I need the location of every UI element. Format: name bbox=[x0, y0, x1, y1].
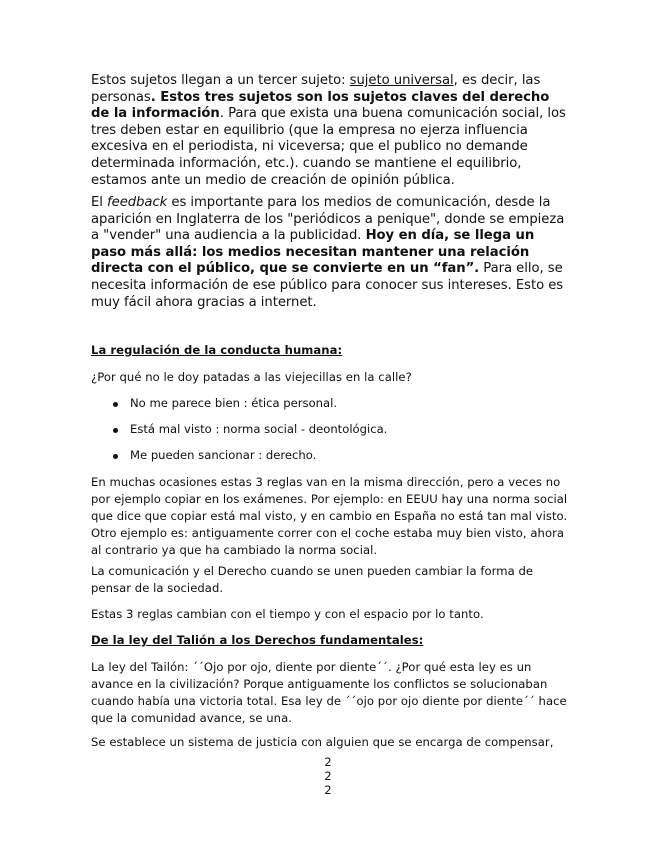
text: El bbox=[91, 195, 108, 210]
bold-statement: Estos tres sujetos son los sujetos claves del derecho de la información bbox=[91, 89, 550, 122]
paragraph-reglas: En muchas ocasiones estas 3 reglas van en la misma dirección, pero a veces no por ejemplo copiar en los exámenes. Por ejemplo: en EEUU hay una norma social que dice que copiar está mal visto, y en cambio en España no está tan mal visto. Otro ejemplo es: antiguamente correr con el coche estaba muy bien visto, ahora al contrario ya que ha cambiado la norma social. bbox=[91, 475, 568, 557]
page-number: 2 bbox=[324, 755, 332, 769]
list-item-text: No me parece bien : ética personal. bbox=[130, 396, 338, 410]
bold-statement: Hoy en día, se llega un paso más allá: los medios necesitan mantener una relación directa con el público, que se convierte en un “fan”. bbox=[91, 228, 535, 277]
bullet-icon bbox=[113, 428, 118, 433]
paragraph-ley-talion: La ley del Tailón: ´´Ojo por ojo, diente por diente´´. ¿Por qué esta ley es un avance en la civilización? Porque antiguamente los conflictos se solucionaban cuando había una victoria total. Esa ley de ´´ojo por ojo diente por diente´´ hace que la comunidad avance, se una. bbox=[91, 660, 567, 725]
list-item bbox=[113, 447, 387, 473]
list-item bbox=[113, 395, 387, 421]
bullet-icon bbox=[113, 454, 118, 459]
paragraph-justicia: Se establece un sistema de justicia con alguien que se encarga de compensar, bbox=[91, 735, 554, 749]
underlined-term: sujeto universal bbox=[349, 73, 454, 88]
question-text: ¿Por qué no le doy patadas a las viejecillas en la calle? bbox=[91, 370, 412, 384]
list-item-text: Está mal visto : norma social - deontológica. bbox=[130, 422, 388, 436]
page-number: 2 bbox=[324, 769, 332, 783]
paragraph-cambian: Estas 3 reglas cambian con el tiempo y con el espacio por lo tanto. bbox=[91, 607, 484, 621]
section-heading-regulacion: La regulación de la conducta humana: bbox=[91, 343, 343, 357]
paragraph-feedback bbox=[91, 195, 569, 311]
page-number: 2 bbox=[324, 783, 332, 797]
list-item-text: Me pueden sancionar : derecho. bbox=[130, 448, 317, 462]
text: es importante para los medios de comunicación, desde la aparición en Inglaterra de los "periódicos a penique", donde se empieza a "vender" una audiencia a la publicidad. bbox=[91, 195, 565, 244]
bullet-list bbox=[113, 395, 387, 473]
italic-term: feedback bbox=[107, 195, 168, 210]
text: Estos sujetos llegan a un tercer sujeto: bbox=[91, 73, 350, 88]
text: . Para que exista una buena comunicación social, los tres deben estar en equilibrio (que la empresa no ejerza influencia excesiva en el periodista, ni viceversa; que el publico no demande determinada información, etc.). cuando se mantiene el equilibrio, estamos ante un medio de creación de opinión pública. bbox=[91, 106, 566, 188]
paragraph-sujetos bbox=[91, 73, 569, 189]
text: . bbox=[150, 89, 161, 105]
list-item bbox=[113, 421, 387, 447]
text: Para ello, se necesita información de ese público para conocer sus intereses. Esto es muy fácil ahora gracias a internet. bbox=[91, 261, 564, 310]
text: , es decir, las personas bbox=[91, 73, 541, 105]
section-heading-talion: De la ley del Talión a los Derechos fundamentales: bbox=[91, 633, 424, 647]
paragraph-comunicacion: La comunicación y el Derecho cuando se unen pueden cambiar la forma de pensar de la sociedad. bbox=[91, 564, 534, 595]
bullet-icon bbox=[113, 402, 118, 407]
